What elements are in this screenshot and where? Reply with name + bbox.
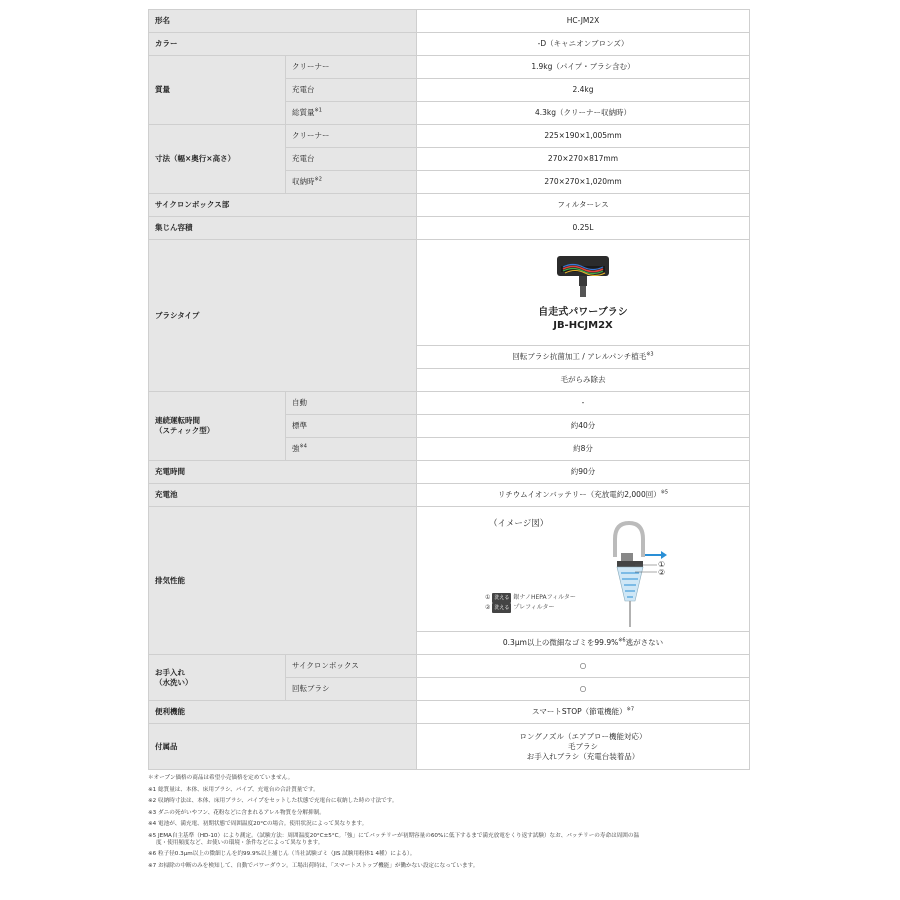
battery-label: 充電池: [149, 484, 417, 507]
mass-label: 質量: [149, 56, 286, 125]
cyclone-diagram-image: [605, 517, 683, 629]
note-ref-7: ※7: [626, 706, 634, 713]
feature-label: 便利機能: [149, 701, 417, 724]
runtime-label-sub: （スティック型）: [155, 426, 215, 435]
footnote: ※3 ダニの死がいやフン、花粉などに含まれるアレル物質を分解抑制。: [148, 809, 325, 816]
mass-charger-label: 充電台: [286, 79, 417, 102]
footnote: ※5 JEMA自主基準（HD-10）により測定。（試験方法：周囲温度20°C±5°C。「強」にてバッテリーが初期容量の60%に低下するまで満充放電をくり返す試験）なお、バッテリーの寿命は周囲の温: [148, 832, 640, 839]
note-ref-5: ※5: [660, 489, 669, 496]
footnote: ＊オープン価格の商品は希望小売価格を定めていません。: [148, 775, 294, 781]
runtime-strong-label: 強: [292, 444, 300, 453]
exhaust-legend-1: [485, 593, 576, 603]
mass-cleaner-value: 1.9kg（パイプ・ブラシ含む）: [417, 56, 750, 79]
capacity-value: 0.25L: [417, 217, 750, 240]
brush-type-label: ブラシタイプ: [149, 240, 417, 392]
runtime-strong-value: 約8分: [417, 438, 750, 461]
footnote: ※4 電池が、満充電、初期状態で周囲温度20°Cの場合。使用状況によって異なります。: [148, 821, 368, 827]
care-brush-label: 回転ブラシ: [286, 678, 417, 701]
exhaust-value-cell: [417, 632, 750, 655]
legend-1-text: 銀ナノHEPAフィルター: [513, 594, 576, 601]
exhaust-legend-2: [485, 603, 554, 613]
color-label: カラー: [149, 33, 417, 56]
feature-cell: [417, 701, 750, 724]
legend-2-text: プレフィルター: [513, 604, 555, 611]
capacity-label: 集じん容積: [149, 217, 417, 240]
exhaust-cell: [417, 507, 750, 632]
runtime-strong-cell: [286, 438, 417, 461]
exhaust-label: 排気性能: [149, 507, 417, 655]
runtime-std-label: 標準: [286, 415, 417, 438]
charge-time-value: 約90分: [417, 461, 750, 484]
accessory-item: お手入れブラシ（充電台装着品）: [526, 751, 640, 761]
dim-cleaner-label: クリーナー: [286, 125, 417, 148]
dim-stored-value: 270×270×1,020mm: [417, 171, 750, 194]
dim-charger-value: 270×270×817mm: [417, 148, 750, 171]
brush-feature-2: 毛がらみ除去: [417, 369, 750, 392]
note-ref-2: ※2: [314, 176, 322, 183]
footnote: ※7 お掃除の中断のみを検知して、自動でパワーダウン。工場出荷時は、「スマートストップ機能」が働かない設定になっています。: [148, 862, 479, 869]
dim-charger-label: 充電台: [286, 148, 417, 171]
exhaust-diagram: [417, 507, 749, 631]
footnote: ※6 粒子径0.3μm以上の微細じんを約99.9%以上捕じん（当社試験ゴミ（JIS 試験用粉体1 4種）による）。: [148, 851, 416, 857]
brush-feature-1: [417, 346, 750, 369]
footnotes: [148, 775, 758, 874]
runtime-auto-label: 自動: [286, 392, 417, 415]
accessory-item: ロングノズル（エアブロー機能対応）: [519, 731, 647, 741]
feature-value: スマートSTOP（節電機能）: [532, 707, 627, 716]
model-label: 形名: [149, 10, 417, 33]
dim-cleaner-value: 225×190×1,005mm: [417, 125, 750, 148]
exhaust-value-a: 0.3μm以上の微細なゴミを99.9%: [502, 638, 619, 647]
cyclone-label: サイクロンボックス部: [149, 194, 417, 217]
brush-feature-1-text: 回転ブラシ抗菌加工 / アレルパンチ植毛: [512, 352, 647, 361]
cyclone-value: フィルターレス: [417, 194, 750, 217]
model-value: HC-JM2X: [417, 10, 750, 33]
color-value: -D（キャニオンブロンズ）: [417, 33, 750, 56]
exhaust-callout-1: ①: [658, 560, 666, 569]
accessory-item: 毛ブラシ: [568, 741, 598, 751]
legend-1-wash-badge: 洗える: [494, 595, 510, 601]
legend-2-wash-badge: 洗える: [494, 605, 510, 611]
exhaust-value-b: 逃がさない: [625, 638, 664, 647]
exhaust-callout-2: ②: [658, 568, 666, 577]
care-brush-value: ○: [417, 678, 750, 701]
mass-charger-value: 2.4kg: [417, 79, 750, 102]
accessory-cell: [417, 724, 750, 770]
power-brush-image: [555, 250, 611, 298]
exhaust-image-title: （イメージ図）: [489, 519, 549, 529]
care-cyclone-value: ○: [417, 655, 750, 678]
runtime-auto-value: -: [417, 392, 750, 415]
note-ref-6: ※6: [618, 637, 626, 644]
brush-name: 自走式パワーブラシ: [538, 307, 628, 318]
brush-model: JB-HCJM2X: [553, 320, 613, 331]
runtime-std-value: 約40分: [417, 415, 750, 438]
care-label-cell: [149, 655, 286, 701]
care-label-sub: （水洗い）: [155, 677, 193, 687]
legend-2-num: ②: [485, 604, 491, 611]
care-label: お手入れ: [155, 667, 185, 677]
dimension-label: 寸法（幅×奥行×高さ）: [149, 125, 286, 194]
care-cyclone-label: サイクロンボックス: [286, 655, 417, 678]
note-ref-3: ※3: [646, 351, 654, 358]
runtime-label-cell: [149, 392, 286, 461]
note-ref-4: ※4: [299, 443, 307, 450]
dim-stored-label: 収納時: [292, 177, 315, 186]
footnote-continued: 度・使用頻度など、お使いの環境・条件などによって異なります。: [156, 839, 324, 846]
mass-total-value: 4.3kg（クリーナー収納時）: [417, 102, 750, 125]
legend-1-num: ①: [485, 594, 491, 601]
brush-cell: [417, 240, 750, 346]
spec-table: [148, 9, 750, 770]
runtime-label: 連続運転時間: [155, 416, 200, 425]
battery-value: リチウムイオンバッテリー（充放電約2,000回）: [497, 490, 661, 499]
mass-cleaner-label: クリーナー: [286, 56, 417, 79]
dim-stored-cell: [286, 171, 417, 194]
charge-time-label: 充電時間: [149, 461, 417, 484]
mass-total-cell: [286, 102, 417, 125]
footnote: ※2 収納時寸法は、本体、床用ブラシ、パイプをセットした状態で充電台に収納した時の寸法です。: [148, 798, 398, 804]
accessory-label: 付属品: [149, 724, 417, 770]
battery-cell: [417, 484, 750, 507]
footnote: ※1 総質量は、本体、床用ブラシ、パイプ、充電台の合計質量です。: [148, 786, 319, 793]
note-ref-1: ※1: [314, 107, 322, 114]
mass-total-label: 総質量: [292, 108, 315, 117]
